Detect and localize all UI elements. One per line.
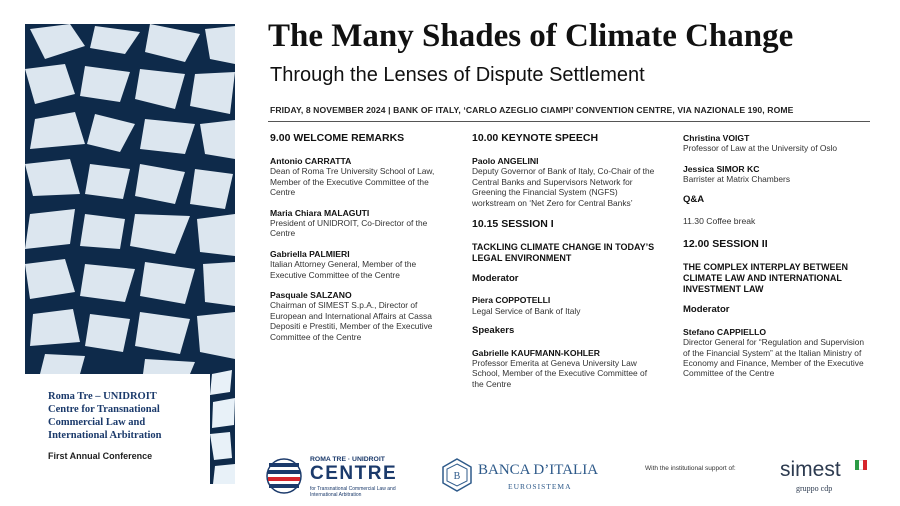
roma-tre-small-label: ROMA TRE · UNIDROIT (310, 456, 385, 463)
centre-name-line: Commercial Law and (48, 417, 146, 428)
speaker-entry (683, 164, 868, 185)
speaker-desc: President of UNIDROIT, Co-Director of the Centre (270, 218, 428, 239)
speaker-entry (472, 156, 657, 208)
speaker-entry (270, 290, 450, 342)
banca-italia-sub: EUROSISTEMA (508, 482, 572, 491)
program-column-1 (270, 132, 450, 352)
support-label: With the institutional support of: (645, 465, 736, 472)
speaker-name: Piera COPPOTELLI (472, 295, 551, 306)
page-subtitle: Through the Lenses of Dispute Settlement (270, 64, 645, 86)
speaker-desc: Professor of Law at the University of Oslo (683, 143, 838, 154)
session-title: THE COMPLEX INTERPLAY BETWEEN CLIMATE LAW AND INTERNATIONAL INVESTMENT LAW (683, 262, 849, 295)
roma-tre-centre-label: CENTRE (310, 463, 398, 484)
banca-italia-name: BANCA D’ITALIA (478, 462, 599, 478)
qa-label: Q&A (683, 193, 705, 205)
speaker-desc: Professor Emerita at Geneva University Law School, Member of the Executive Committee of the Centre (472, 358, 648, 389)
roma-tre-logo (266, 452, 416, 502)
speaker-entry (683, 327, 868, 379)
speaker-entry (683, 133, 868, 154)
speaker-name: Jessica SIMOR KC (683, 163, 760, 174)
event-info: FRIDAY, 8 NOVEMBER 2024 | BANK OF ITALY, ‘CARLO AZEGLIO CIAMPI’ CONVENTION CENTRE, VIA NAZIONALE 190, ROME (270, 105, 794, 115)
coffee-break: 11.30 Coffee break (683, 216, 756, 227)
ice-floes-image (25, 24, 235, 374)
speaker-entry (472, 348, 657, 390)
banca-italia-emblem-icon (440, 458, 474, 492)
page-title: The Many Shades of Climate Change (268, 18, 794, 54)
centre-name-line: International Arbitration (48, 430, 162, 441)
speaker-entry (472, 295, 657, 316)
speaker-desc: Dean of Roma Tre University School of Law, Member of the Executive Committee of the Centre (270, 166, 435, 198)
speaker-name: Gabriella PALMIERI (270, 248, 350, 259)
role-label: Moderator (472, 273, 519, 285)
simest-logo (780, 458, 870, 498)
role-label: Moderator (683, 304, 730, 316)
speaker-entry (270, 208, 450, 239)
simest-sub: gruppo cdp (796, 484, 833, 493)
program-column-2 (472, 132, 657, 399)
program-column-3 (683, 133, 868, 389)
centre-name (48, 390, 208, 442)
speaker-entry (270, 249, 450, 280)
speaker-name: Maria Chiara MALAGUTI (270, 207, 370, 218)
simest-name: simest (780, 458, 841, 481)
speaker-name: Pasquale SALZANO (270, 290, 352, 301)
session-title: TACKLING CLIMATE CHANGE IN TODAY’S LEGAL ENVIRONMENT (472, 242, 655, 264)
italian-flag-icon (855, 460, 867, 470)
roma-tre-desc: for Transnational Commercial Law and International Arbitration (310, 486, 396, 498)
speaker-desc: Barrister at Matrix Chambers (683, 174, 791, 185)
svg-text:B: B (453, 471, 461, 482)
section-heading: 12.00 SESSION II (683, 238, 768, 251)
centre-name-line: Centre for Transnational (48, 404, 160, 415)
role-label: Speakers (472, 325, 515, 337)
divider (268, 121, 870, 122)
speaker-name: Christina VOIGT (683, 133, 750, 143)
speaker-name: Antonio CARRATTA (270, 156, 352, 166)
speaker-desc: Director General for “Regulation and Supervision of the Financial System” at the Italian Ministry of Economy and Finance, Member of the Executive Committee of the Centre (683, 337, 865, 379)
speaker-desc: Italian Attorney General, Member of the Executive Committee of the Centre (270, 259, 417, 280)
speaker-name: Gabrielle KAUFMANN-KOHLER (472, 347, 600, 358)
section-heading: 10.15 SESSION I (472, 218, 554, 231)
centre-name-line: Roma Tre – UNIDROIT (48, 391, 157, 402)
speaker-desc: Deputy Governor of Bank of Italy, Co-Chair of the Central Banks and Supervisors Network for Greening the Financial System (NGFS) workstream on ‘Net Zero for Central Banks’ (472, 166, 655, 208)
speaker-desc: Chairman of SIMEST S.p.A., Director of European and International Affairs at Cassa Depositi e Prestiti, Member of the Executive Committee of the Centre (270, 300, 433, 342)
speaker-desc: Legal Service of Bank of Italy (472, 305, 581, 316)
section-heading: 9.00 WELCOME REMARKS (270, 132, 405, 144)
section-heading: 10.00 KEYNOTE SPEECH (472, 132, 599, 144)
ice-floes-strip (210, 370, 235, 484)
banca-italia-logo (440, 458, 610, 498)
speaker-entry (270, 156, 450, 198)
conference-label: First Annual Conference (48, 451, 153, 461)
roma-tre-stripes-icon (266, 456, 302, 496)
speaker-name: Stefano CAPPIELLO (683, 326, 767, 337)
speaker-name: Paolo ANGELINI (472, 156, 539, 166)
